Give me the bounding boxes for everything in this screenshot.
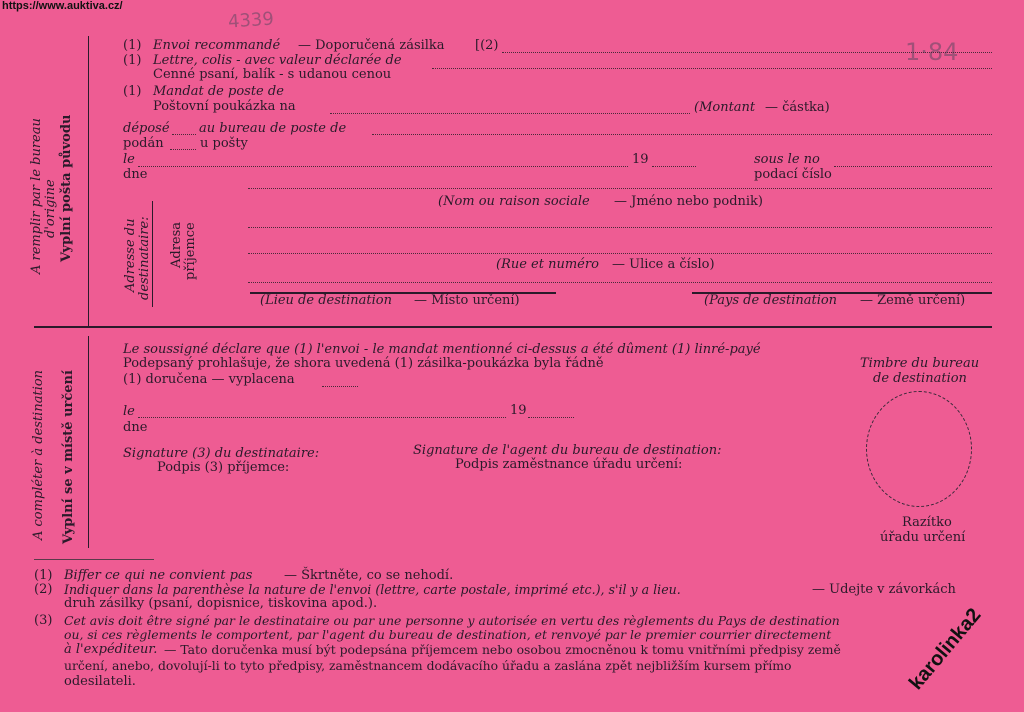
country-label-cz: — Země určení) (860, 293, 966, 308)
line3-num: (1) (123, 84, 142, 99)
line1-num: (1) (123, 38, 142, 53)
agent-sig-cz: Podpis zaměstnance úřadu určení: (455, 457, 683, 472)
line1-cz: — Doporučená zásilka (298, 38, 445, 53)
date-field[interactable] (138, 166, 628, 167)
note2-fr: Indiquer dans la parenthèse la nature de l'envoi (lettre, carte postale, imprimé etc.), s'il y a lieu. (64, 582, 681, 597)
origin-left-rule (88, 36, 89, 326)
year-field[interactable] (652, 166, 696, 167)
address-side-cz: Adresa (169, 221, 184, 268)
footnote-rule (34, 559, 154, 560)
note2-num: (2) (34, 582, 53, 597)
seller-watermark: karolinka2 (905, 604, 986, 695)
line3-cz: Poštovní poukázka na (153, 99, 296, 114)
sous-le-no: sous le no (754, 152, 820, 167)
dest-dne-cz: dne (123, 420, 148, 435)
note1-cz: — Škrtněte, co se nehodí. (284, 568, 454, 583)
line3-fr: Mandat de poste de (153, 84, 284, 99)
agent-sig-fr: Signature de l'agent du bureau de destination: (413, 443, 722, 458)
section-divider (34, 326, 992, 328)
declaration-fr: Le soussigné déclare que (1) l'envoi - le mandat mentionné ci-dessus a été dûment (1) linré-payé (123, 342, 761, 357)
amount-cz: — částka) (765, 100, 830, 115)
note3-line-4: určení, anebo, dovolují-li to tyto předpisy, zaměstnancem dodávacího úřadu a zaslána zpět nejbližším kursem přímo (64, 658, 792, 673)
declaration-dots (322, 386, 358, 387)
stamp-label-fr-2: de destination (873, 371, 967, 386)
line1-field[interactable] (502, 52, 992, 53)
year-prefix: 19 (632, 152, 649, 167)
podan-dots (170, 149, 196, 150)
origin-side-cz: Vyplní pošta původu (59, 114, 74, 262)
note2-cz: — Udejte v závorkách (812, 582, 956, 597)
origin-side-fr: A remplir par le bureau (29, 118, 44, 274)
amount-fr: (Montant (694, 100, 756, 115)
note3-num: (3) (34, 613, 53, 628)
dest-year-field[interactable] (528, 417, 574, 418)
auktiva-url-watermark: https://www.auktiva.cz/ (2, 0, 123, 12)
line2-cz: Cenné psaní, balík - s udanou cenou (153, 67, 392, 82)
dest-year-prefix: 19 (510, 403, 527, 418)
number-field[interactable] (834, 166, 992, 167)
recipient-sig-fr: Signature (3) du destinataire: (123, 446, 320, 461)
stamp-circle[interactable] (866, 391, 972, 507)
origin-side-fr2: d'origine (43, 179, 58, 238)
dest-side-cz: Vyplní se v místě určení (61, 370, 76, 544)
date-le-fr: le (123, 152, 135, 167)
address-line-3[interactable] (248, 253, 992, 254)
place-label-fr: (Lieu de destination (260, 293, 392, 308)
podan-cz: podán (123, 136, 164, 151)
office-field[interactable] (372, 134, 992, 135)
line2-num: (1) (123, 53, 142, 68)
posty-cz: u pošty (200, 136, 248, 151)
note3-line-5: odesilateli. (64, 674, 136, 689)
stamp-label-cz-2: úřadu určení (880, 530, 966, 545)
dest-le-fr: le (123, 404, 135, 419)
note3-line-1: Cet avis doit être signé par le destinataire ou par une personne y autorisée en vertu des règlements du Pays de destination (64, 613, 840, 628)
name-label-fr: (Nom ou raison sociale (438, 194, 590, 209)
note3-line-3a: à l'expéditeur. (64, 642, 158, 657)
stamp-label-cz-1: Razítko (902, 515, 952, 530)
address-left-rule (152, 201, 153, 307)
address-line-1[interactable] (248, 188, 992, 189)
podaci-cislo: podací číslo (754, 167, 832, 182)
recipient-sig-cz: Podpis (3) příjemce: (157, 460, 290, 475)
stamp-label-fr-1: Timbre du bureau (860, 356, 980, 371)
line2-fr: Lettre, colis - avec valeur déclarée de (153, 53, 402, 68)
dest-left-rule (88, 336, 89, 548)
note1-num: (1) (34, 568, 53, 583)
street-label-cz: — Ulice a číslo) (612, 257, 715, 272)
country-label-fr: (Pays de destination (704, 293, 838, 308)
note3-line-2: ou, si ces règlements le comportent, par l'agent du bureau de destination, et renvoyé par le premier courrier directement (64, 627, 832, 642)
address-side-cz2: příjemce (183, 222, 198, 280)
note3-line-3b: — Tato doručenka musí být podepsána příjemcem nebo osobou zmocněnou k tomu vnitřními předpisy země (164, 642, 841, 657)
depose-fr: déposé (123, 121, 170, 136)
note1-fr: Biffer ce qui ne convient pas (64, 568, 253, 583)
line1-fr: Envoi recommandé (153, 38, 281, 53)
declaration-cz-1: Podepsaný prohlašuje, že shora uvedená (1) zásilka-poukázka byla řádně (123, 356, 604, 371)
address-side-fr: Adresse du (123, 218, 138, 292)
depose-dots (172, 134, 196, 135)
address-line-2[interactable] (248, 227, 992, 228)
address-side-fr2: destinataire: (137, 216, 152, 300)
dest-side-fr: A compléter à destination (31, 369, 46, 540)
name-label-cz: — Jméno nebo podnik) (614, 194, 763, 209)
line1-bracket: [(2) (475, 38, 499, 53)
street-label-fr: (Rue et numéro (496, 257, 599, 272)
place-label-cz: — Místo určení) (414, 293, 520, 308)
address-line-4[interactable] (248, 282, 992, 283)
bureau-fr: au bureau de poste de (199, 121, 347, 136)
declaration-cz-2: (1) doručena — vyplacena (123, 372, 295, 387)
line2-field[interactable] (432, 68, 992, 69)
date-dne-cz: dne (123, 167, 148, 182)
pencil-mark: 1·84 (905, 38, 959, 66)
dest-date-field[interactable] (138, 417, 506, 418)
pencil-number: 4339 (227, 8, 275, 33)
amount-field[interactable] (330, 113, 690, 114)
note2-cz-2: druh zásilky (psaní, dopisnice, tiskovina apod.). (64, 596, 378, 611)
